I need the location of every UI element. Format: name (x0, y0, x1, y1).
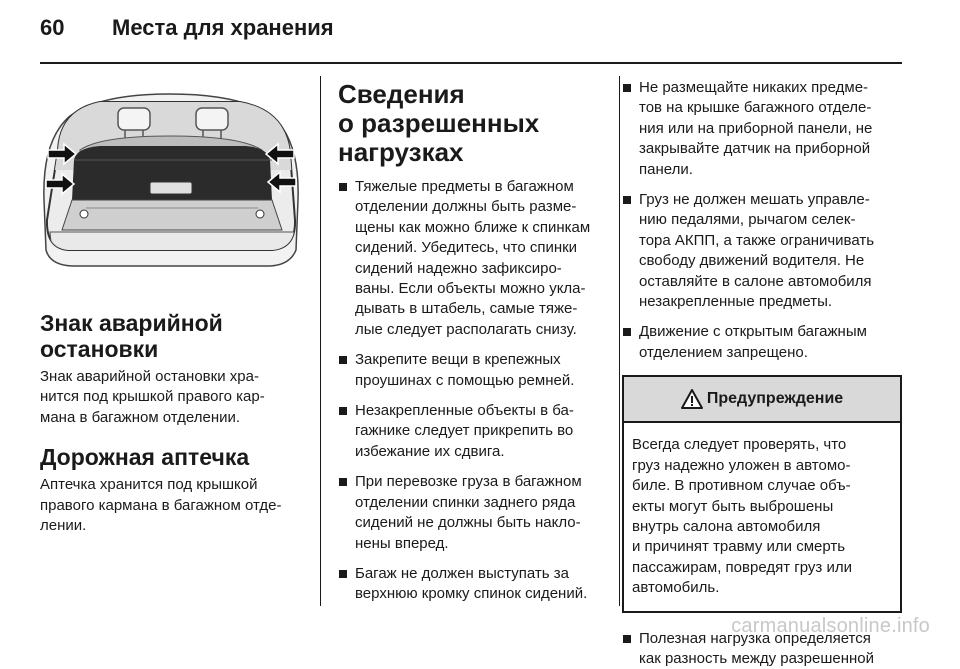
bullet-square-icon (339, 407, 347, 415)
list-item: Незакрепленные объекты в ба- гажнике следует прикрепить во избежание их сдвига. (338, 401, 604, 462)
load-rules-list (622, 78, 904, 363)
column-left (40, 80, 302, 536)
bullet-square-icon (623, 196, 631, 204)
column-right (622, 68, 904, 669)
warning-header (624, 377, 900, 423)
bullet-square-icon (339, 183, 347, 191)
list-item: Тяжелые предметы в багажном отделении должны быть разме- щены как можно ближе к спинкам сидений. Убедитесь, что спинки сидений надежно зафиксиро- ваны. Если объекты можно укла- дывать в штабель, самые тяже- лые следует располагать снизу. (338, 177, 604, 340)
section-heading: Сведения о разрешенных нагрузках (338, 79, 540, 167)
section-text: Аптечка хранится под крышкой правого кармана в багажном отде- лении. (40, 476, 282, 535)
column-divider (320, 76, 321, 606)
bullet-square-icon (623, 84, 631, 92)
list-item: Закрепите вещи в крепежных проушинах с помощью ремней. (338, 350, 604, 391)
section-text: Знак аварийной остановки хра- нится под крышкой правого кар- мана в багажном отделении. (40, 368, 265, 426)
bullet-square-icon (623, 328, 631, 336)
page-number: 60 (40, 15, 65, 40)
column-middle (338, 80, 604, 605)
list-item: При перевозке груза в багажном отделении спинки заднего ряда сидений не должны быть накло- нены вперед. (338, 472, 604, 554)
bullet-square-icon (623, 635, 631, 643)
list-item: Не размещайте никаких предме- тов на крышке багажного отделе- ния или на приборной панели, не закрывайте датчик на приборной панели. (622, 78, 904, 180)
list-item: Полезная нагрузка определяется как разность между разрешенной (622, 629, 904, 669)
bullet-square-icon (339, 478, 347, 486)
list-item: Груз не должен мешать управле- нию педалями, рычагом селек- тора АКПП, а также ограничивать свободу движений водителя. Не оставляйте в салоне автомобиля незакрепленные предметы. (622, 190, 904, 312)
section-first-aid-kit (40, 444, 302, 536)
section-heading: Дорожная аптечка (40, 444, 250, 471)
list-item: Движение с открытым багажным отделением запрещено. (622, 322, 904, 363)
warning-triangle-icon (681, 389, 703, 409)
section-heading: Знак аварийной остановки (40, 310, 223, 362)
list-item: Багаж не должен выступать за верхнюю кромку спинок сидений. (338, 564, 604, 605)
column-divider (619, 76, 620, 606)
page-header (40, 8, 334, 48)
watermark: carmanualsonline.info (731, 615, 930, 637)
bullet-square-icon (339, 356, 347, 364)
warning-box (622, 375, 902, 612)
header-divider (40, 62, 902, 64)
warning-text: Всегда следует проверять, что груз надежно уложен в автомо- биле. В противном случае объ- екты могут быть выброшены внутрь салона автомобиля и причинят травму или смерть пассажирам, повредят груз или автомобиль. (632, 436, 852, 597)
trunk-load-cover-illustration (40, 80, 302, 270)
page-title: Места для хранения (112, 15, 334, 40)
warning-title: Предупреждение (706, 390, 844, 408)
load-info-list (338, 177, 604, 605)
bullet-square-icon (339, 570, 347, 578)
section-warning-triangle (40, 310, 302, 428)
